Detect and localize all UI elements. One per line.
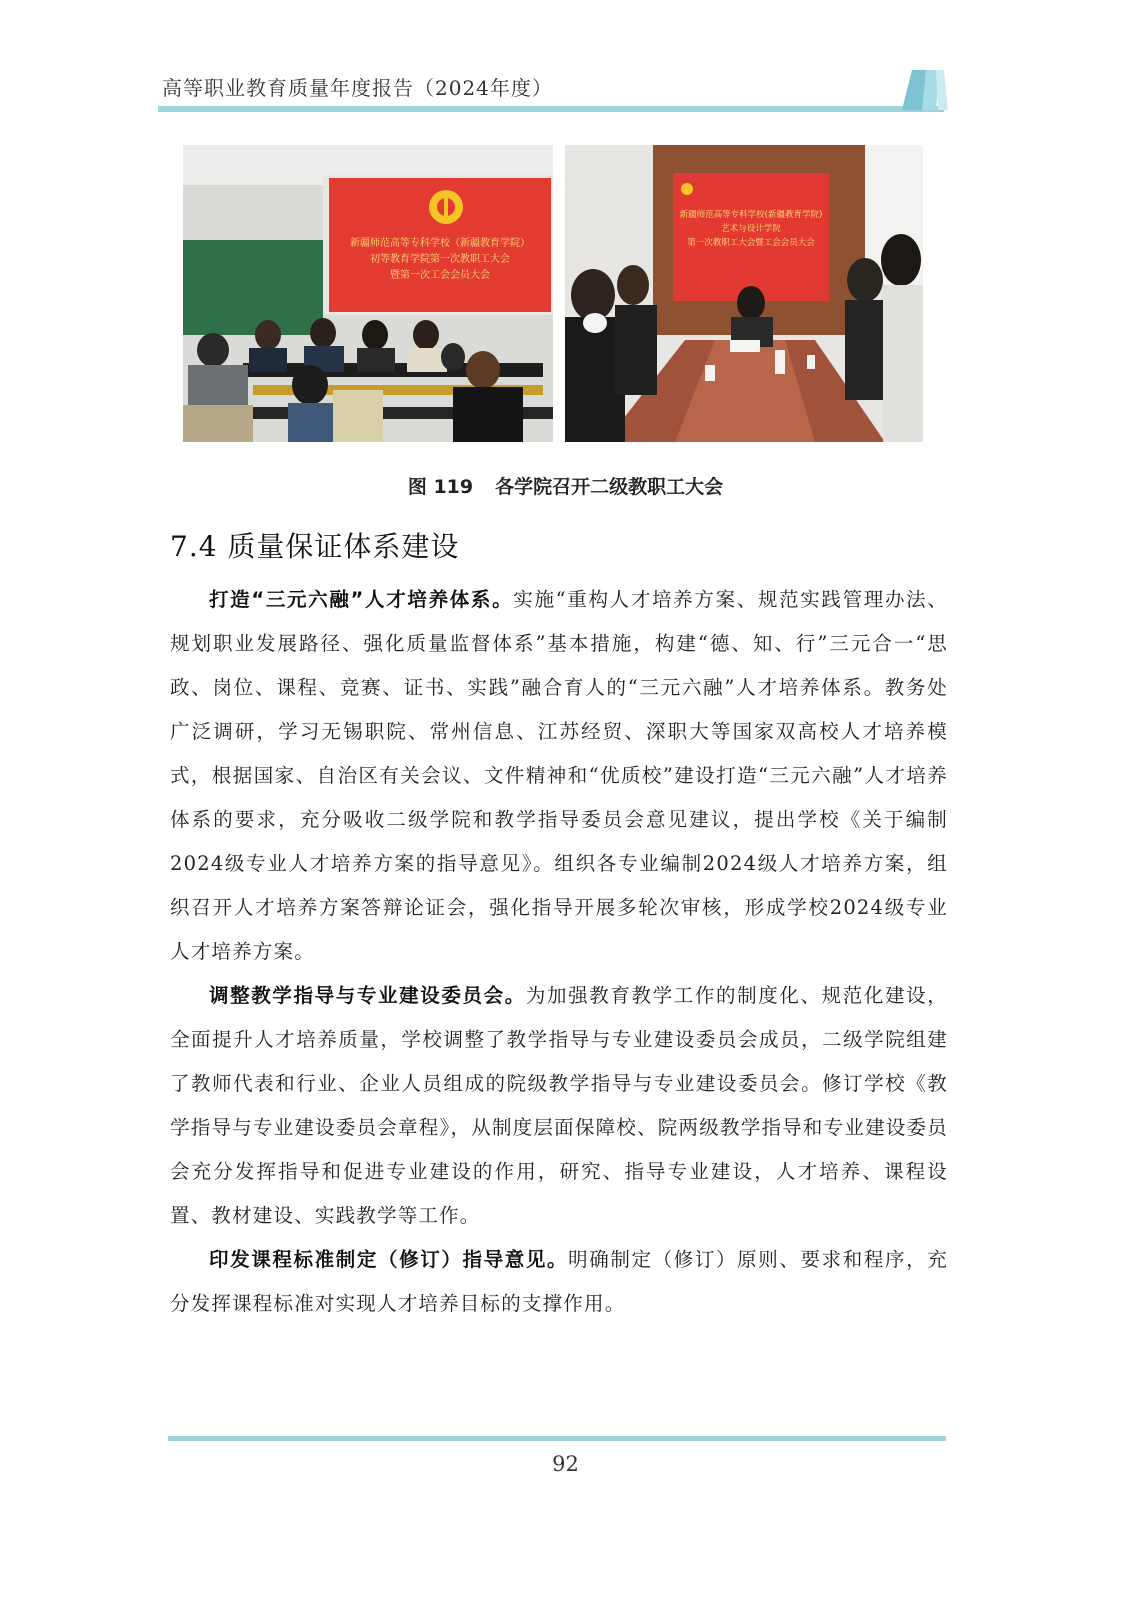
screen-line-2: 初等教育学院第一次教职工大会 — [370, 254, 510, 265]
paragraph-body: 实施“重构人才培养方案、规范实践管理办法、规划职业发展路径、强化质量监督体系”基本措施，构建“德、知、行”三元合一“思政、岗位、课程、竞赛、证书、实践”融合育人的“三元六融”人才培养体系。教务处广泛调研，学习无锡职院、常州信息、江苏经贸、深职大等国家双高校人才培养模式，根据国家、自治区有关会议、文件精神和“优质校”建设打造“三元六融”人才培养体系的要求，充分吸收二级学院和教学指导委员会意见建议，提出学校《关于编制2024级专业人才培养方案的指导意见》。组织各专业编制2024级人才培养方案，组织召开人才培养方案答辩论证会，强化指导开展多轮次审核，形成学校2024级专业人才培养方案。 — [170, 588, 949, 963]
screen-line-1: 新疆师范高等专科学校（新疆教育学院） — [350, 238, 530, 249]
section-heading: 7.4 质量保证体系建设 — [170, 530, 460, 563]
paragraph-body: 明确制定（修订）原则、要求和程序，充分发挥课程标准对实现人才培养目标的支撑作用。 — [170, 1248, 948, 1315]
paragraph-lead: 调整教学指导与专业建设委员会。 — [209, 984, 526, 1007]
body-text — [170, 578, 948, 1326]
paragraph — [170, 1238, 948, 1326]
photo-meeting-right — [565, 145, 923, 442]
paragraph-body: 为加强教育教学工作的制度化、规范化建设，全面提升人才培养质量，学校调整了教学指导与专业建设委员会成员，二级学院组建了教师代表和行业、企业人员组成的院级教学指导与专业建设委员会。修订学校《教学指导与专业建设委员会章程》，从制度层面保障校、院两级教学指导和专业建设委员会充分发挥指导和促进专业建设的作用，研究、指导专业建设，人才培养、课程设置、教材建设、实践教学等工作。 — [170, 984, 948, 1227]
header-rule — [158, 106, 944, 112]
figure-caption-text: 各学院召开二级教职工大会 — [495, 476, 724, 498]
header-decoration-icon — [902, 70, 950, 110]
paragraph-lead: 印发课程标准制定（修订）指导意见。 — [209, 1248, 569, 1271]
footer-rule — [168, 1436, 946, 1441]
screen-line-1: 新疆师范高等专科学校(新疆教育学院) — [679, 210, 823, 220]
running-header-title: 高等职业教育质量年度报告（2024年度） — [162, 76, 553, 100]
figure-number: 图 119 — [407, 476, 474, 498]
paragraph — [170, 578, 948, 974]
screen-line-2: 艺术与设计学院 — [721, 224, 781, 234]
paragraph-lead: 打造“三元六融”人才培养体系。 — [209, 588, 514, 611]
photo-meeting-left — [183, 145, 553, 442]
projector-screen — [673, 173, 829, 301]
paragraph — [170, 974, 948, 1238]
screen-line-3: 暨第一次工会会员大会 — [390, 270, 490, 281]
page-number: 92 — [552, 1452, 579, 1476]
screen-line-3: 第一次教职工大会暨工会会员大会 — [687, 238, 815, 248]
figure-caption — [0, 472, 1131, 499]
